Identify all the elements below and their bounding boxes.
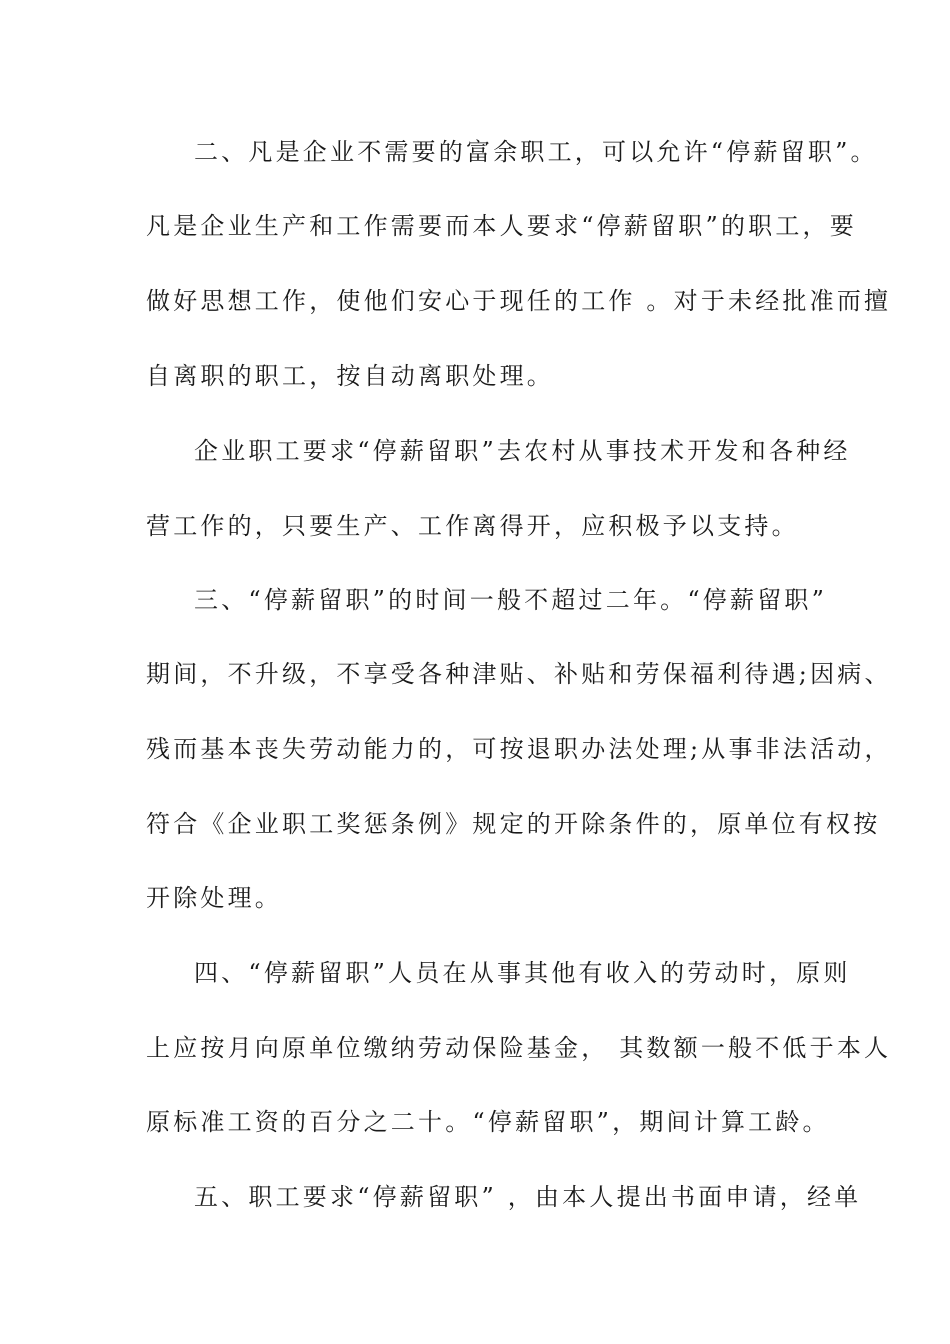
paragraph-2b-line-1: 企业职工要求“停薪留职”去农村从事技术开发和各种经 xyxy=(194,437,851,465)
paragraph-4-line-3: 原标准工资的百分之二十。“停薪留职”，期间计算工龄。 xyxy=(146,1108,830,1136)
paragraph-3-line-3: 残而基本丧失劳动能力的，可按退职办法处理;从事非法活动， xyxy=(146,735,892,763)
paragraph-2b-line-2: 营工作的，只要生产、工作离得开，应积极予以支持。 xyxy=(146,512,799,540)
paragraph-2-line-1: 二、凡是企业不需要的富余职工，可以允许“停薪留职”。 xyxy=(194,138,878,166)
paragraph-3-line-4: 符合《企业职工奖惩条例》规定的开除条件的，原单位有权按 xyxy=(146,810,881,838)
paragraph-5-line-1: 五、职工要求“停薪留职” ，由本人提出书面申请，经单 xyxy=(194,1183,862,1211)
paragraph-3-line-2: 期间，不升级，不享受各种津贴、补贴和劳保福利待遇;因病、 xyxy=(146,660,892,688)
paragraph-3-line-1: 三、“停薪留职”的时间一般不超过二年。“停薪留职” xyxy=(194,586,828,614)
paragraph-4-line-2: 上应按月向原单位缴纳劳动保险基金， 其数额一般不低于本人 xyxy=(146,1034,892,1062)
paragraph-4-line-1: 四、“停薪留职”人员在从事其他有收入的劳动时，原则 xyxy=(194,959,851,987)
paragraph-2-line-2: 凡是企业生产和工作需要而本人要求“停薪留职”的职工，要 xyxy=(146,212,857,240)
paragraph-2-line-4: 自离职的职工，按自动离职处理。 xyxy=(146,362,554,390)
paragraph-2-line-3: 做好思想工作，使他们安心于现任的工作 。对于未经批准而擅 xyxy=(146,287,892,315)
paragraph-3-line-5: 开除处理。 xyxy=(146,884,282,912)
